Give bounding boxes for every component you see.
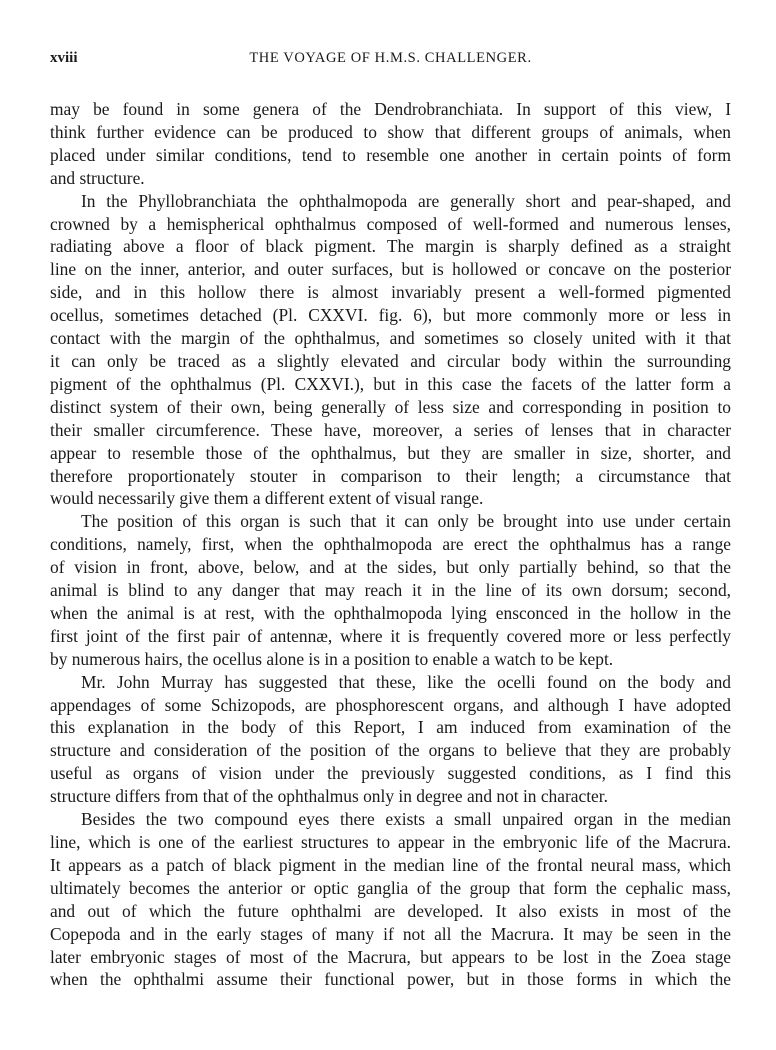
text-line: and out of which the future ophthalmi are developed. It also exists in most of the [50,900,731,921]
text-line: placed under similar conditions, tend to resemble one another in certain points of form [50,144,731,165]
text-line: contact with the margin of the ophthalmus, and sometimes so closely united with it that [50,328,731,349]
text-line: appendages of some Schizopods, are phosphorescent organs, and although I have adopted [50,694,731,715]
text-line: ultimately becomes the anterior or optic ganglia of the group that form the cephalic mass, [50,877,731,898]
text-line: line on the inner, anterior, and outer surfaces, but is hollowed or concave on the posterior [50,259,731,280]
text-line: structure and consideration of the position of the organs to believe that they are probably [50,740,731,761]
text-line: animal is blind to any danger that may reach it in the line of its own dorsum; second, [50,580,731,601]
body-text [50,98,731,991]
text-line: when the ophthalmi assume their functional power, but in those forms in which the [50,969,731,990]
text-line: and structure. [50,167,145,188]
text-line: conditions, namely, first, when the ophthalmopoda are erect the ophthalmus has a range [50,534,731,555]
text-line: when the animal is at rest, with the ophthalmopoda lying ensconced in the hollow in the [50,602,731,623]
paragraph-4 [50,671,731,808]
text-line: first joint of the first pair of antennæ, where it is frequently covered more or less perfectly [50,625,731,646]
paragraph-2 [50,190,731,511]
document-page [50,50,731,991]
running-title: THE VOYAGE OF H.M.S. CHALLENGER. [249,50,532,66]
text-line: later embryonic stages of most of the Macrura, but appears to be lost in the Zoea stage [50,946,731,967]
text-line: of vision in front, above, below, and at the sides, but only partially behind, so that the [50,557,731,578]
text-line: The position of this organ is such that it can only be brought into use under certain [81,511,731,532]
text-line: ocellus, sometimes detached (Pl. CXXVI. fig. 6), but more commonly more or less in [50,305,731,326]
paragraph-3 [50,510,731,670]
text-line: radiating above a floor of black pigment. The margin is sharply defined as a straight [50,236,731,257]
text-line: this explanation in the body of this Report, I am induced from examination of the [50,717,731,738]
paragraph-1 [50,98,731,190]
text-line: useful as organs of vision under the previously suggested conditions, as I find this [50,763,731,784]
text-line: think further evidence can be produced to show that different groups of animals, when [50,121,731,142]
text-line: Mr. John Murray has suggested that these, like the ocelli found on the body and [81,671,731,692]
text-line: may be found in some genera of the Dendrobranchiata. In support of this view, I [50,99,731,119]
text-line: line, which is one of the earliest structures to appear in the embryonic life of the Macrura. [50,832,731,852]
text-line: pigment of the ophthalmus (Pl. CXXVI.), but in this case the facets of the latter form a [50,373,731,394]
text-line: by numerous hairs, the ocellus alone is in a position to enable a watch to be kept. [50,648,614,669]
text-line: side, and in this hollow there is almost invariably present a well-formed pigmented [50,282,731,303]
text-line: Copepoda and in the early stages of many if not all the Macrura. It may be seen in the [50,923,731,944]
running-head [50,50,731,72]
text-line: Besides the two compound eyes there exists a small unpaired organ in the median [81,809,731,830]
text-line: structure differs from that of the ophthalmus only in degree and not in character. [50,786,608,807]
text-line: It appears as a patch of black pigment in the median line of the frontal neural mass, which [50,854,731,875]
text-line: crowned by a hemispherical ophthalmus composed of well-formed and numerous lenses, [50,213,731,234]
text-line: appear to resemble those of the ophthalmus, but they are smaller in size, shorter, and [50,442,731,463]
text-line: therefore proportionately stouter in comparison to their length; a circumstance that [50,465,731,486]
text-line: it can only be traced as a slightly elevated and circular body within the surrounding [50,350,731,371]
text-line: distinct system of their own, being generally of less size and corresponding in position to [50,396,731,417]
text-line: their smaller circumference. These have, moreover, a series of lenses that in character [50,419,731,440]
text-line: In the Phyllobranchiata the ophthalmopoda are generally short and pear-shaped, and [81,190,731,211]
text-line: would necessarily give them a different extent of visual range. [50,488,484,509]
paragraph-5 [50,808,731,991]
page-number: xviii [50,50,78,66]
